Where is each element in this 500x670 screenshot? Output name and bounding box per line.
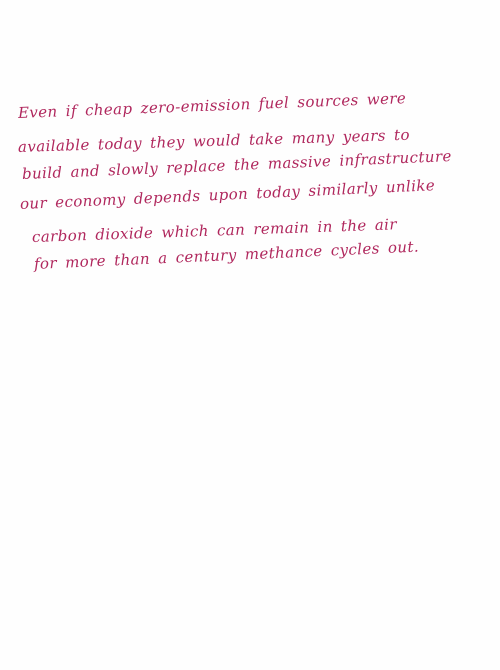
handwritten-line-1: Even if cheap zero-emission fuel sources were — [17, 89, 407, 122]
handwritten-line-3: build and slowly replace the massive infrastructure — [21, 146, 453, 183]
handwritten-line-2: available today they would take many years to — [17, 125, 411, 156]
handwritten-line-5: carbon dioxide which can remain in the air — [31, 215, 398, 246]
handwritten-line-4: our economy depends upon today similarly unlike — [19, 176, 436, 213]
handwritten-line-6: for more than a century methance cycles out. — [33, 237, 420, 273]
